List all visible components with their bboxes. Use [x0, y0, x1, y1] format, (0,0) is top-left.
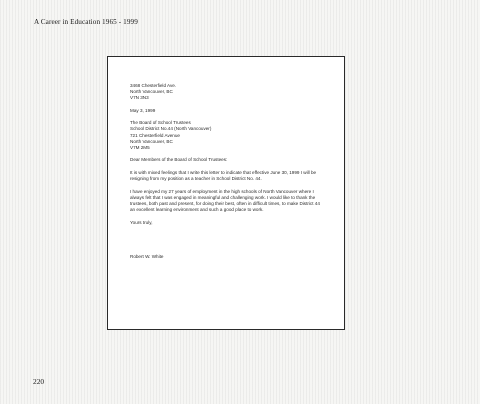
- salutation: Dear Members of the Board of School Trustees:: [130, 157, 228, 163]
- recipient-address-line: The Board of School Trustees: [130, 120, 191, 126]
- sender-address-line: North Vancouver, BC: [130, 89, 173, 95]
- recipient-address-line: 721 Chesterfield Avenue: [130, 132, 180, 138]
- recipient-address: [130, 120, 326, 150]
- page-number: 220: [33, 377, 45, 386]
- running-header-title: A Career in Education 1965 - 1999: [34, 18, 138, 26]
- recipient-address-line: School District No.44 (North Vancouver): [130, 126, 212, 132]
- recipient-address-line: North Vancouver, BC: [130, 138, 173, 144]
- sender-address: [130, 83, 326, 101]
- sender-address-line: V7N 3N3: [130, 95, 149, 101]
- closing: Yours truly,: [130, 219, 153, 225]
- letter-body: [130, 83, 326, 260]
- recipient-address-line: V7M 2M5: [130, 144, 150, 150]
- letter-image: [107, 56, 345, 330]
- signature-name: Robert W. White: [130, 253, 164, 259]
- sender-address-line: 3468 Chesterfield Ave.: [130, 83, 177, 88]
- letter-paragraph: It is with mixed feelings that I write this letter to indicate that effective June 30, 1999 I will be resigning from my position as a teacher in School District No. 44.: [130, 169, 317, 182]
- letter-date: May 3, 1999: [130, 107, 156, 113]
- letter-paragraph: I have enjoyed my 27 years of employment in the high schools of North Vancouver where I always felt that I was engaged in meaningful and challenging work. I would like to thank the trustees, both past and present, for doing their best, often in difficult times, to make District 44 an excellent learning environment and such a good place to work.: [130, 188, 320, 212]
